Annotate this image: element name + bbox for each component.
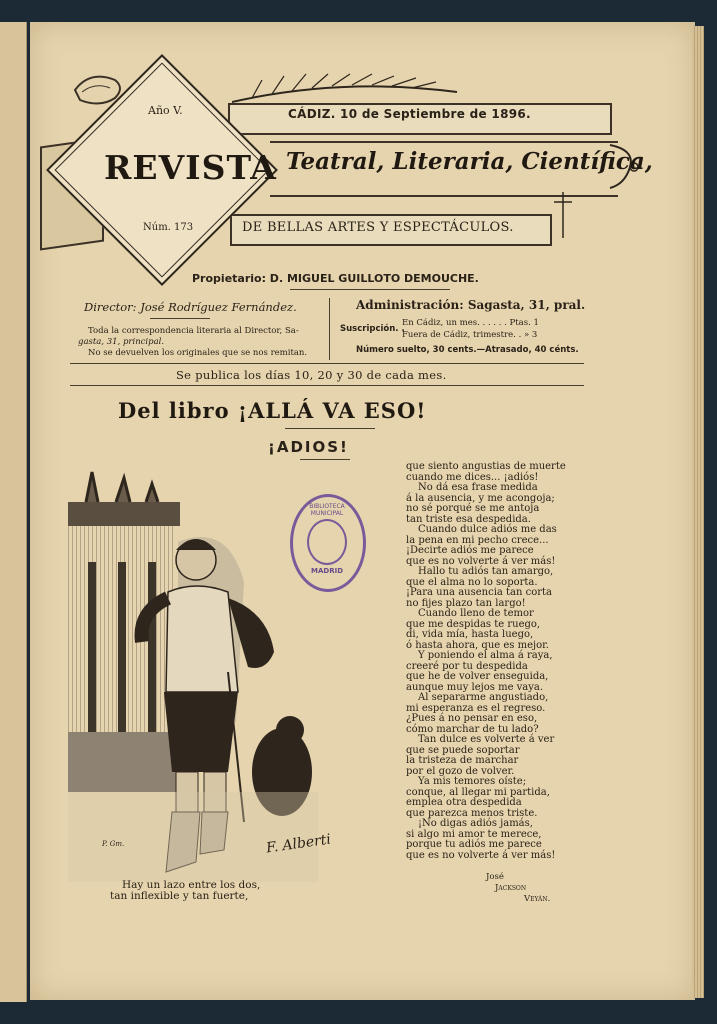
poem-line: si algo mi amor te merece, [406, 828, 542, 840]
poem-line: Ya mis temores oíste; [418, 776, 527, 787]
stamp-text-bottom: MADRID [311, 567, 343, 575]
page-stack-edge [692, 26, 704, 998]
left-page-edge [0, 22, 27, 1002]
illustration-initials: P. Gm. [102, 840, 125, 848]
poem-line: por el gozo de volver. [406, 765, 515, 777]
poem-line: creeré por tu despedida [406, 660, 528, 672]
poem-line: que siento angustias de muerte [406, 461, 566, 472]
poem-line: que el alma no lo soporta. [406, 576, 538, 588]
info-bottom-rule [70, 363, 584, 364]
poem-line: di, vida mía, hasta luego, [406, 629, 534, 640]
info-divider [329, 298, 330, 360]
poem-body [406, 462, 576, 861]
year-label: Año V. [148, 104, 183, 117]
article-headline: Del libro ¡ALLÁ VA ESO! [118, 398, 427, 423]
publication-schedule: Se publica los días 10, 20 y 30 de cada mes. [176, 368, 447, 382]
masthead-subtitle: Teatral, Literaria, Científica, [286, 148, 653, 175]
illustration-signature: F. Alberti [265, 831, 332, 857]
poem-line: Al separarme angustiado, [418, 692, 549, 703]
stamp-seal-icon [307, 519, 347, 565]
poem-line: emplea otra despedida [406, 797, 522, 808]
cross-ornament-icon [548, 190, 578, 240]
poem-line: aunque muy lejos me vaya. [406, 681, 544, 693]
author-last-name: Veyán. [524, 894, 551, 904]
poem-line: la tristeza de marchar [406, 755, 519, 766]
subscription-local: En Cádiz, un mes. . . . . . Ptas. 1 [402, 318, 539, 328]
director-line: Director: José Rodríguez Fernández. [84, 300, 297, 314]
poem-line: cómo marchar de tu lado? [406, 723, 539, 735]
poem-line: que es no volverte á ver más! [406, 555, 556, 567]
correspondence-line-1: Toda la correspondencia literaria al Director, Sa- [88, 326, 299, 336]
poem-line: ¿Pues á no pensar en eso, [406, 713, 538, 724]
poem-line: Y poniendo el alma á raya, [418, 650, 553, 661]
poem-line: que parezca menos triste. [406, 807, 538, 819]
poem-line: ¡No digas adiós jamás, [418, 818, 533, 829]
poem-line: que se puede soportar [406, 744, 520, 756]
single-issue-price: Número suelto, 30 cents.—Atrasado, 40 cénts. [356, 345, 579, 355]
owner-underline [290, 289, 450, 290]
poem-title: ¡ADIOS! [268, 438, 349, 456]
caption-line-2: tan inflexible y tan fuerte, [110, 890, 249, 902]
director-underline [150, 318, 210, 319]
poem-line: no sé porqué se me antoja [406, 503, 540, 514]
poem-line: mi esperanza es el regreso. [406, 702, 546, 714]
library-stamp [290, 494, 366, 592]
stamp-text-top: BIBLIOTECA MUNICIPAL [309, 503, 345, 517]
poem-line: No dá esa frase medida [418, 482, 538, 493]
author-middle-name: Jackson [495, 883, 527, 893]
poem-line: ¡Para una ausencia tan corta [406, 587, 553, 598]
poem-line: porque tu adiós me parece [406, 839, 542, 850]
poem-line: Cuando dulce adiós me das [418, 524, 557, 535]
correspondence-line-3: No se devuelven los originales que se nos remitan. [88, 348, 308, 358]
poem-line: Cuando lleno de temor [418, 608, 534, 619]
poem-line: que es no volverte á ver más! [406, 849, 556, 861]
poem-line: que he de volver enseguida, [406, 671, 549, 682]
poem-line: ¡Decirte adiós me parece [406, 545, 534, 556]
poem-line: cuando me dices... ¡adiós! [406, 471, 539, 483]
poem-line: la pena en mi pecho crece... [406, 534, 549, 546]
poem-line: Tan dulce es volverte á ver [418, 734, 555, 745]
author-first-name: José [486, 872, 504, 882]
date-line: CÁDIZ. 10 de Septiembre de 1896. [288, 107, 531, 121]
masthead-title: REVISTA [104, 148, 277, 187]
poem-line: á la ausencia, y me acongoja; [406, 492, 555, 504]
illustration-cavalier [68, 462, 318, 882]
poem-line: ó hasta ahora, que es mejor. [406, 639, 549, 651]
issue-number: Núm. 173 [143, 222, 194, 233]
poem-line: que me despidas te ruego, [406, 618, 541, 630]
poem-line: Hallo tu adiós tan amargo, [418, 566, 554, 577]
masthead-subtitle-2: DE BELLAS ARTES Y ESPECTÁCULOS. [242, 220, 514, 235]
poem-line: tan triste esa despedida. [406, 513, 531, 525]
headline-divider [285, 428, 375, 429]
poem-line: no fijes plazo tan largo! [406, 597, 526, 609]
schedule-bottom-rule [70, 385, 584, 386]
correspondence-line-2: gasta, 31, principal. [78, 337, 165, 347]
administration-line: Administración: Sagasta, 31, pral. [356, 298, 586, 312]
subscription-label: Suscripción. . [340, 324, 405, 334]
caption-line-1: Hay un lazo entre los dos, [122, 879, 261, 891]
poem-line: conque, al llegar mi partida, [406, 786, 550, 798]
poem-title-underline [300, 459, 350, 460]
subscription-outside: Fuera de Cádiz, trimestre. . » 3 [402, 330, 538, 340]
owner-line: Propietario: D. MIGUEL GUILLOTO DEMOUCHE. [192, 272, 479, 285]
